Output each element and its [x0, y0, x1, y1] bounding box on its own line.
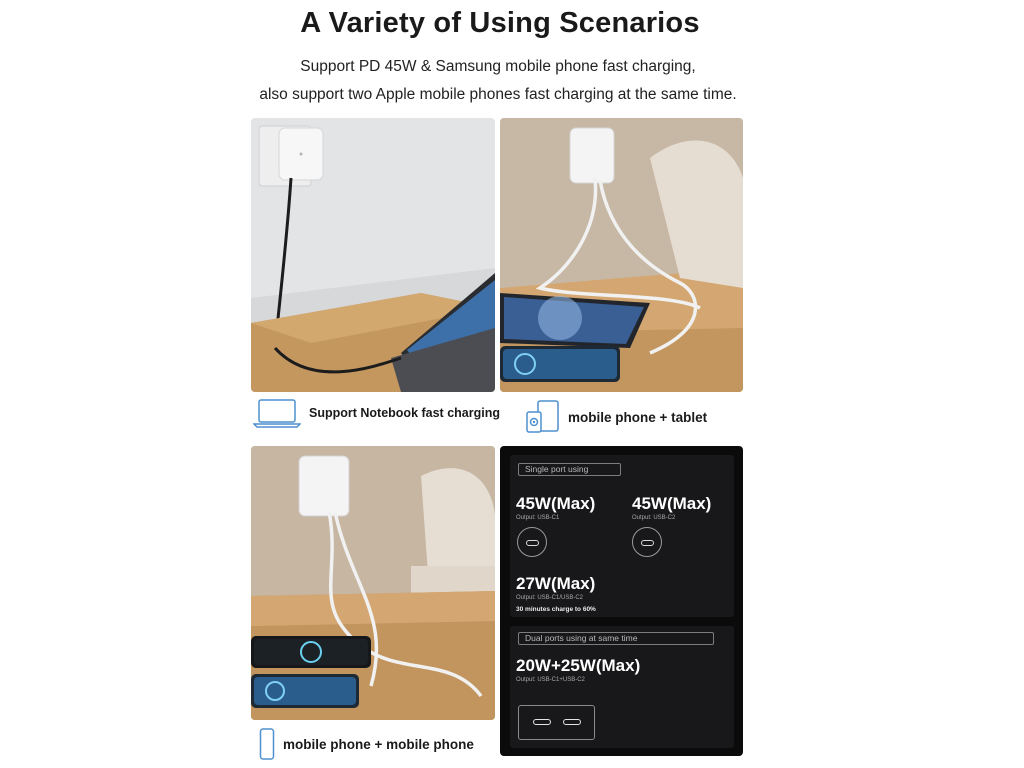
phone-phone-scene-photo [251, 446, 495, 720]
notebook-scene-photo [251, 118, 495, 392]
port2-watt: 45W(Max) [632, 494, 712, 513]
single-port-card [510, 455, 734, 617]
usb-c2-port-icon [632, 527, 662, 557]
subtitle-line-1: Support PD 45W & Samsung mobile phone fast charging, [300, 58, 696, 75]
port1-watt: 45W(Max) [516, 494, 596, 513]
port3-watt: 27W(Max) [516, 574, 596, 593]
phone-tablet-icon [524, 400, 560, 434]
port3-output: Output: USB-C1/USB-C2 [516, 595, 584, 601]
caption-phone-phone [259, 728, 474, 760]
laptop-icon [253, 398, 301, 428]
dual-port-card [510, 626, 734, 748]
dual-watt: 20W+25W(Max) [516, 656, 641, 675]
caption-notebook [253, 398, 500, 428]
single-port-tag: Single port using [518, 463, 621, 476]
port1-output: Output: USB-C1 [516, 515, 560, 521]
caption-phone-tablet [524, 400, 707, 434]
charge-note: 30 minutes charge to 60% [516, 606, 596, 613]
caption-phone-tablet-text: mobile phone + tablet [568, 409, 708, 425]
dual-port-icon [518, 705, 595, 740]
phone-icon [259, 728, 275, 760]
caption-phone-phone-text: mobile phone + mobile phone [283, 736, 474, 752]
dual-port-tag: Dual ports using at same time [518, 632, 714, 645]
subtitle-line-2: also support two Apple mobile phones fast charging at the same time. [259, 86, 737, 103]
port2-output: Output: USB-C2 [632, 515, 676, 521]
usb-c1-port-icon [517, 527, 547, 557]
page-title: A Variety of Using Scenarios [300, 7, 700, 39]
caption-notebook-text: Support Notebook fast charging [309, 406, 500, 420]
dual-output: Output: USB-C1+USB-C2 [516, 677, 585, 683]
phone-tablet-scene-photo [500, 118, 743, 392]
